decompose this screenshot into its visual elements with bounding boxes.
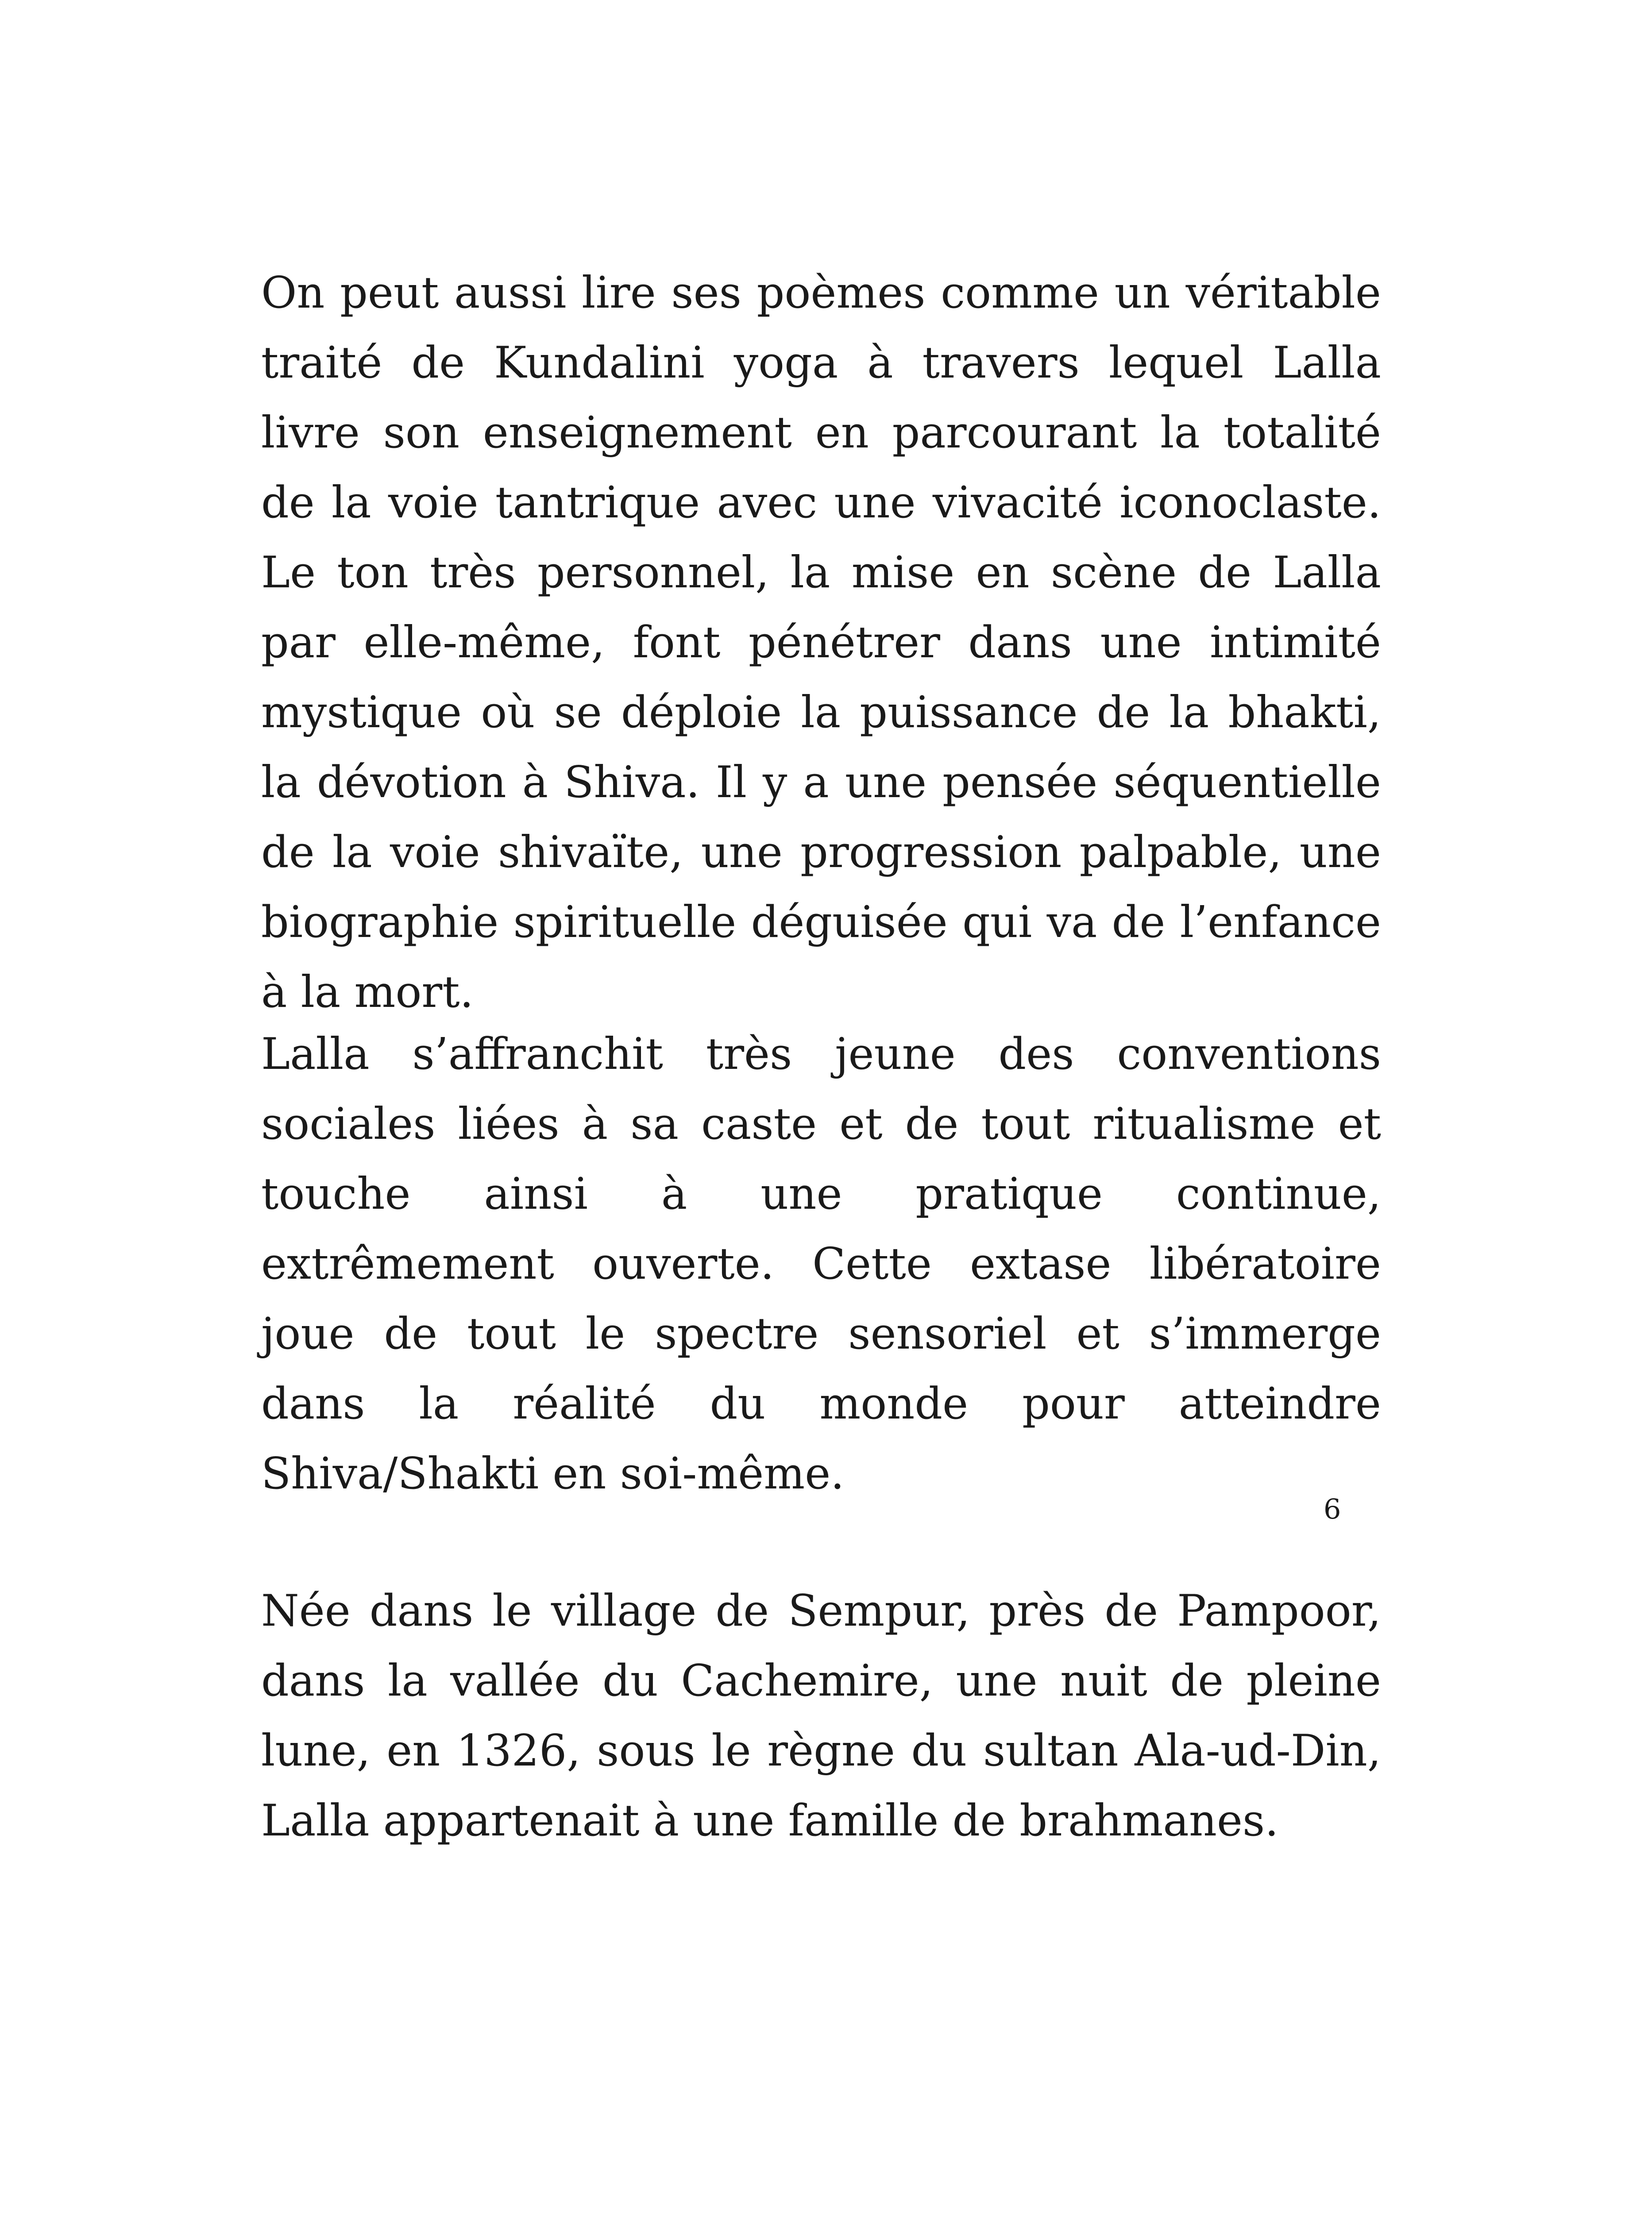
paragraph-3: Née dans le village de Sempur, près de Pampoor, dans la vallée du Cachemire, une nuit de pleine lune, en 1326, sous le règne du sultan Ala-ud-Din, Lalla appartenait à une famille de brahmanes. bbox=[261, 1586, 1381, 1846]
paragraph-1: On peut aussi lire ses poèmes comme un véritable traité de Kundalini yoga à travers lequel Lalla livre son enseignement en parcourant la totalité de la voie tantrique avec une vivacité iconoclaste. Le ton très personnel, la mise en scène de Lalla par elle-même, font pénétrer dans une intimité mystique où se déploie la puissance de la bhakti, la dévotion à Shiva. Il y a une pensée séquentielle de la voie shivaïte, une progression palpable, une biographie spirituelle déguisée qui va de l’enfance à la mort. bbox=[261, 268, 1381, 1018]
paragraph-2: Lalla s’affranchit très jeune des conventions sociales liées à sa caste et de tout ritualisme et touche ainsi à une pratique continue, extrêmement ouverte. Cette extase libératoire joue de tout le spectre sensoriel et s’immerge dans la réalité du monde pour atteindre Shiva/Shakti en soi-même. bbox=[261, 1029, 1381, 1499]
page-number: 6 bbox=[1324, 1493, 1341, 1525]
